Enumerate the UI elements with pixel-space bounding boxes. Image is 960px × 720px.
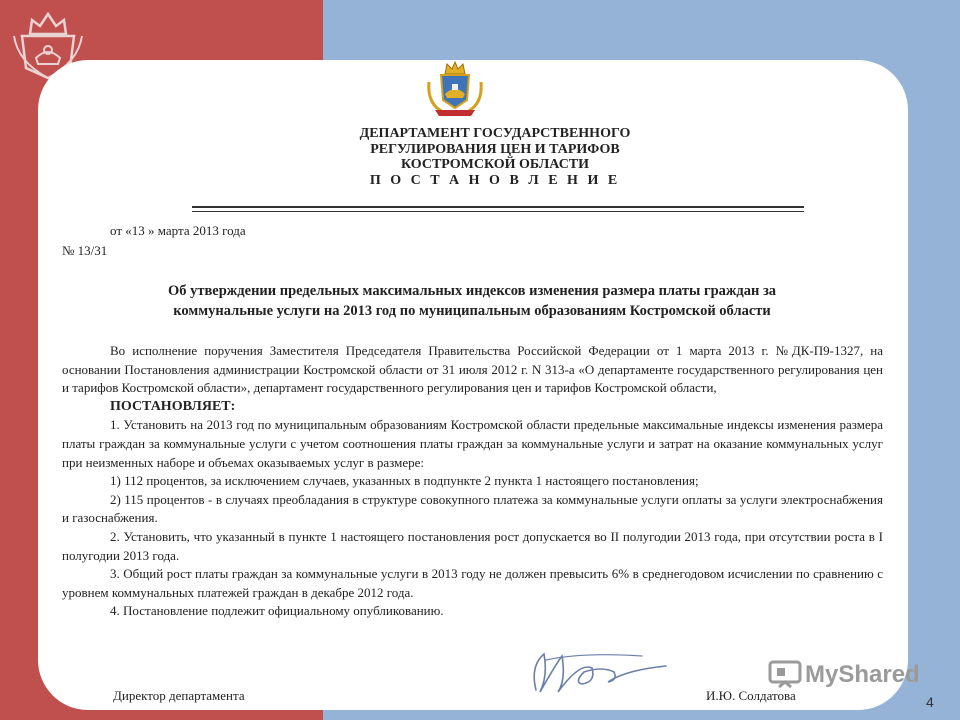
paragraph: 4. Постановление подлежит официальному опубликованию. bbox=[110, 603, 444, 619]
document-number: № 13/31 bbox=[62, 243, 108, 258]
decree-heading: ПОСТАНОВЛЯЕТ: bbox=[110, 398, 236, 414]
title-line: коммунальные услуги на 2013 год по муниципальным образованиям Костромской области bbox=[173, 303, 771, 319]
header-line: КОСТРОМСКОЙ ОБЛАСТИ bbox=[400, 157, 590, 172]
paragraph: 2. Установить, что указанный в пункте 1 настоящего постановления рост допускается во II полугодии 2013 года, при отсутствии роста в I полугодии 2013 года. bbox=[62, 528, 883, 563]
title-line: Об утверждении предельных максимальных индексов изменения размера платы граждан за bbox=[167, 283, 777, 299]
watermark-text: MyShared bbox=[805, 661, 920, 688]
signature-icon bbox=[522, 646, 672, 698]
document-date: от «13 » марта 2013 года bbox=[110, 223, 246, 238]
paragraph: Во исполнение поручения Заместителя Председателя Правительства Российской Федерации от 1 марта 2013 г. №ДК-П9-1327, на основании Постановления администрации Костромской области от 31 июля 2012 г. N 313-а «О департаменте государственного регулирования цен и тарифов Костромской области», департамент государственного регулирования цен и тарифов Костромской области, bbox=[62, 343, 883, 396]
paragraph: 1. Установить на 2013 год по муниципальным образованиям Костромской области предельные максимальные индексы изменения размера платы граждан за коммунальные услуги с учетом соотношения платы граждан за коммунальные услуги и затрат на оказание коммунальных услуг при неизменных наборе и объемах оказываемых услуг в размере: bbox=[62, 417, 883, 470]
signer-position: Директор департамента bbox=[113, 688, 245, 703]
coat-of-arms-icon bbox=[425, 60, 485, 118]
paragraph: 3. Общий рост платы граждан за коммунальные услуги в 2013 году не должен превысить 6% в среднегодовом исчислении по сравнению с уровнем коммунальных платежей граждан в декабре 2012 года. bbox=[62, 566, 883, 600]
header-line: РЕГУЛИРОВАНИЯ ЦЕН И ТАРИФОВ bbox=[370, 141, 620, 157]
page-number: 4 bbox=[926, 694, 934, 710]
projector-icon bbox=[768, 659, 802, 691]
document-title bbox=[62, 281, 882, 321]
header-divider bbox=[192, 206, 804, 208]
watermark-logo bbox=[768, 658, 920, 692]
issuer-header bbox=[300, 126, 690, 188]
header-line: ДЕПАРТАМЕНТ ГОСУДАРСТВЕННОГО bbox=[359, 126, 631, 141]
paragraph: 2) 115 процентов - в случаях преобладания в структуре совокупного платежа за коммунальные услуги оплаты за услуги электроснабжения и газоснабжения. bbox=[62, 491, 883, 526]
paragraph: 1) 112 процентов, за исключением случаев, указанных в подпункте 2 пункта 1 настоящего постановления; bbox=[110, 473, 699, 489]
header-divider bbox=[192, 211, 804, 212]
document-type: П О С Т А Н О В Л Е Н И Е bbox=[369, 172, 621, 188]
document-body bbox=[62, 342, 883, 621]
signer-name: И.Ю. Солдатова bbox=[706, 688, 796, 703]
